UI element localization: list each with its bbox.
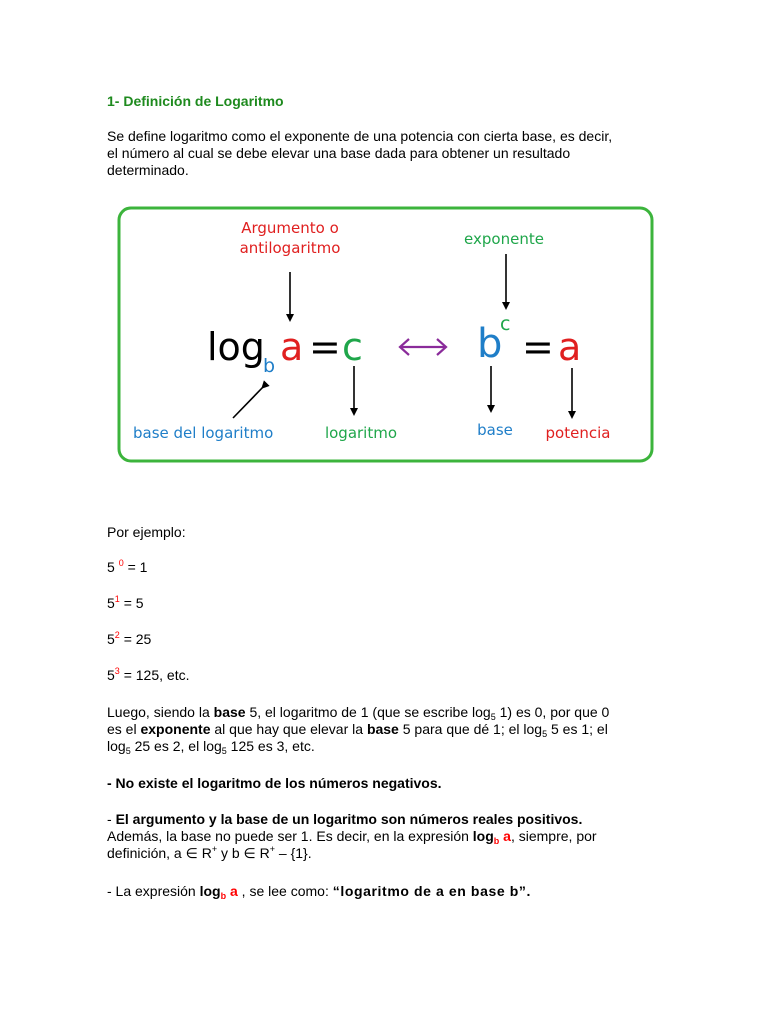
base-label: base bbox=[477, 421, 513, 439]
explanation-paragraph: Luego, siendo la base 5, el logaritmo de 1 (que se escribe $\log_5 1$) es 0, por que 0 es el exponente al que hay que elevar la base 5 para que dé 1; el $\log_5 5$ es 1; el $\log_5 25$ es 2, el $\log_5 125$ es 3, etc. bbox=[107, 704, 610, 756]
definition-paragraph bbox=[107, 128, 667, 179]
example-line: $5^2 = 25$ bbox=[107, 630, 152, 647]
equals-sign: = bbox=[309, 325, 341, 369]
section-heading: 1- Definición de Logaritmo bbox=[107, 93, 284, 109]
exponent: 1 bbox=[114, 594, 120, 604]
power-exponent: c bbox=[500, 313, 511, 335]
exponente-label: exponente bbox=[464, 230, 544, 248]
base-arrow bbox=[233, 386, 264, 418]
log-argument: a bbox=[280, 325, 304, 369]
exponent: 2 bbox=[114, 630, 120, 640]
equals-sign-power: = bbox=[522, 325, 554, 369]
logaritmo-label: logaritmo bbox=[324, 424, 398, 442]
example-line: 5 $^0$ = 1 bbox=[107, 558, 148, 575]
argumento-label: Argumento o bbox=[241, 219, 339, 237]
base-del-logaritmo-label: base del logaritmo bbox=[133, 424, 274, 442]
rule-reading: - La expresión $\log_b a$ , se lee como: “logaritmo de a en base b”. bbox=[107, 883, 531, 901]
example-line: $5^3 = 125$, etc. bbox=[107, 666, 190, 683]
logarithm-diagram bbox=[117, 206, 654, 463]
rule-negative-numbers: - No existe el logaritmo de los números negativos. bbox=[107, 775, 442, 791]
log-base-subscript: b bbox=[263, 355, 276, 377]
equivalence-arrow bbox=[400, 339, 446, 355]
rule-positive-reals: - El argumento y la base de un logaritmo son números reales positivos. Además, la base no puede ser 1. Es decir, en la expresión $\log_b a$, siempre, por definición, a ∈ R+ y b ∈ R+ – {1}. bbox=[107, 811, 597, 861]
power-base: b bbox=[477, 321, 503, 367]
definition-line: el número al cual se debe elevar una base dada para obtener un resultado bbox=[107, 145, 571, 161]
log-result: c bbox=[342, 325, 363, 369]
antilogaritmo-label: antilogaritmo bbox=[239, 239, 341, 257]
definition-line: Se define logaritmo como el exponente de una potencia con cierta base, es decir, bbox=[107, 128, 613, 144]
exponent: 3 bbox=[114, 666, 120, 676]
definition-line: determinado. bbox=[107, 162, 189, 178]
example-line: $5^1 = 5$ bbox=[107, 594, 144, 611]
example-intro: Por ejemplo: bbox=[107, 524, 186, 540]
exponent: 0 bbox=[118, 558, 124, 568]
power-result: a bbox=[558, 325, 582, 369]
log-word: log bbox=[207, 325, 265, 369]
reading-quote: “logaritmo de a en base b”. bbox=[332, 883, 531, 899]
potencia-label: potencia bbox=[545, 424, 611, 442]
